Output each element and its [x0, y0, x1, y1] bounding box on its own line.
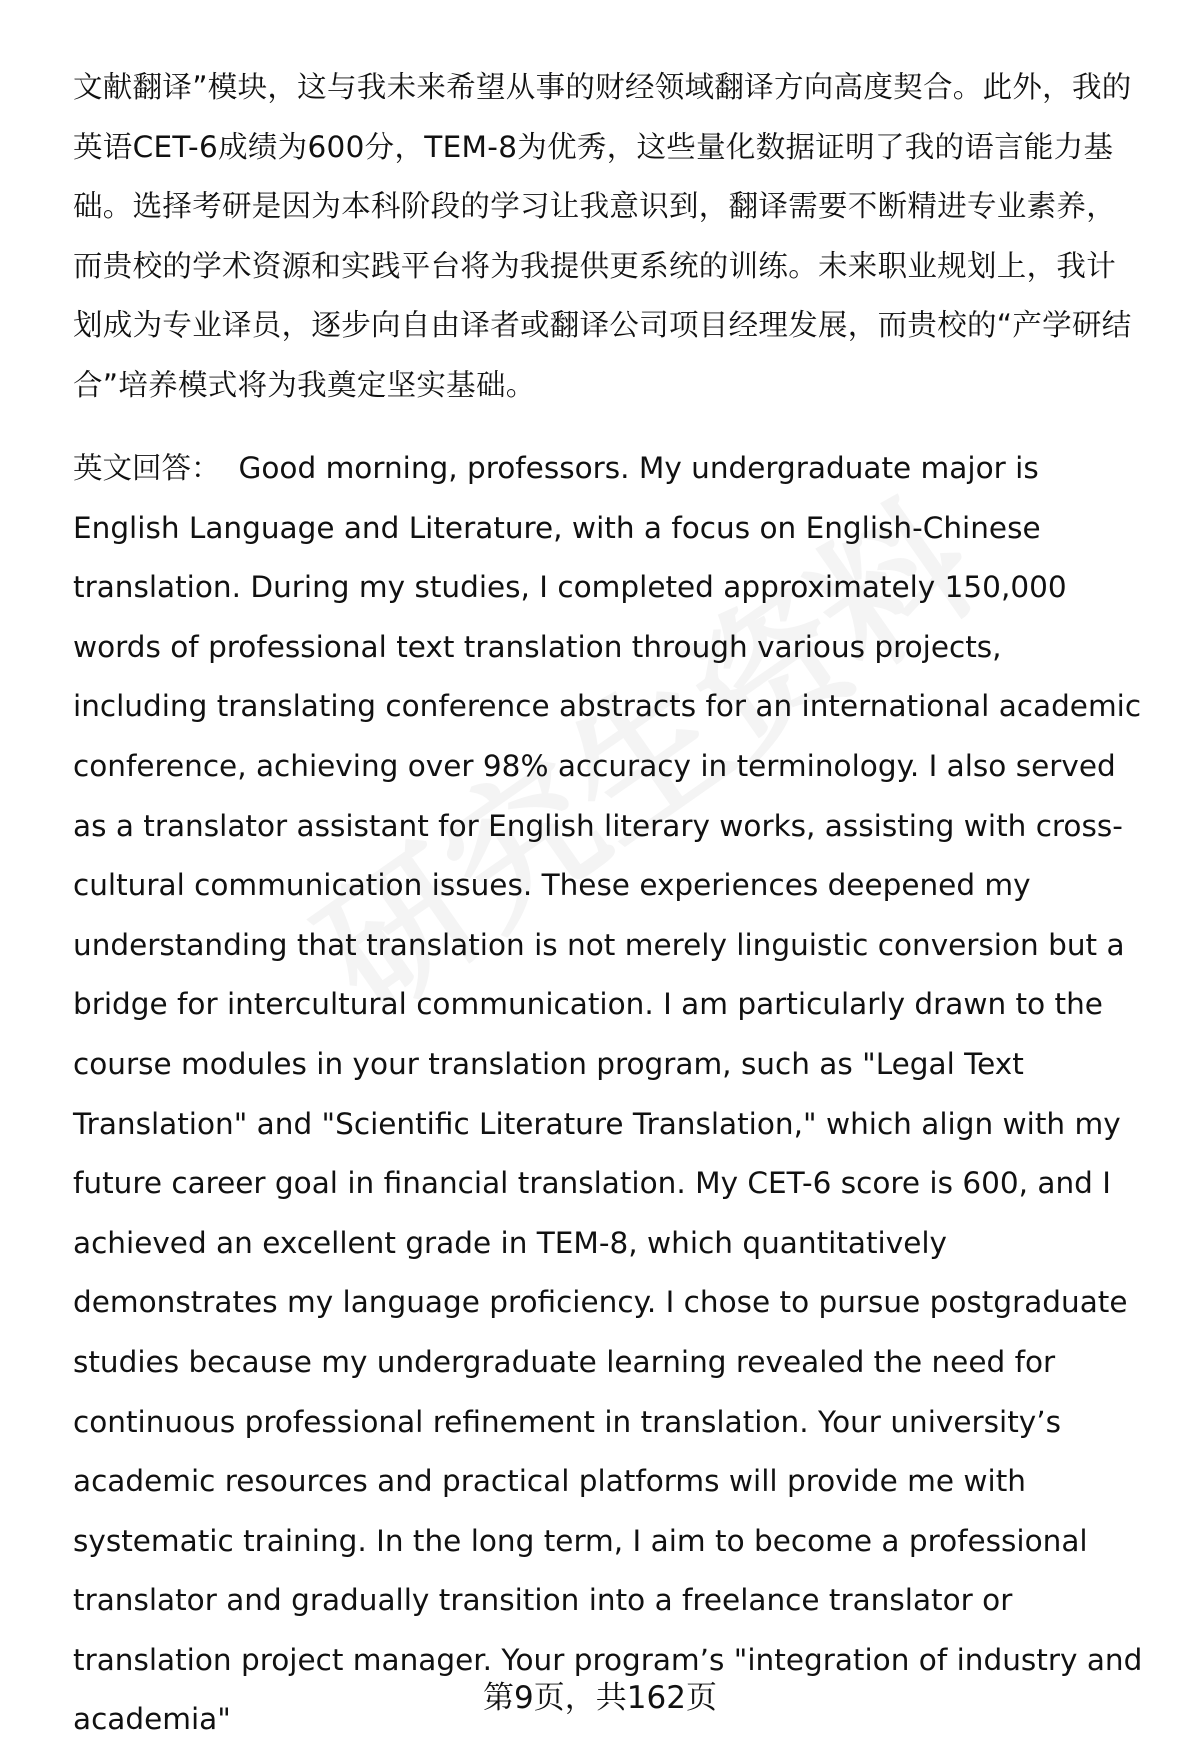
page-indicator: 第9页，共162页	[483, 1680, 717, 1716]
english-answer-label: 英文回答：	[73, 451, 221, 485]
document-body	[73, 58, 1143, 1750]
english-answer-paragraph	[73, 439, 1143, 1750]
chinese-paragraph: 文献翻译”模块，这与我未来希望从事的财经领域翻译方向高度契合。此外，我的英语CET-6成绩为600分，TEM-8为优秀，这些量化数据证明了我的语言能力基础。选择考研是因为本科阶段的学习让我意识到，翻译需要不断精进专业素养，而贵校的学术资源和实践平台将为我提供更系统的训练。未来职业规划上，我计划成为专业译员，逐步向自由译者或翻译公司项目经理发展，而贵校的“产学研结合”培养模式将为我奠定坚实基础。	[73, 70, 1132, 402]
english-answer-text: Good morning, professors. My undergraduate major is English Language and Literature, with a focus on English-Chinese translation. During my studies, I completed approximately 150,000 words of professional text translation through various projects, including translating conference abstracts for an international academic conference, achieving over 98% accuracy in terminology. I also served as a translator assistant for English literary works, assisting with cross-cultural communication issues. These experiences deepened my understanding that translation is not merely linguistic conversion but a bridge for intercultural communication. I am particularly drawn to the course modules in your translation program, such as "Legal Text Translation" and "Scientific Literature Translation," which align with my future career goal in financial translation. My CET-6 score is 600, and I achieved an excellent grade in TEM-8, which quantitatively demonstrates my language proficiency. I chose to pursue postgraduate studies because my undergraduate learning revealed the need for continuous professional refinement in translation. Your university’s academic resources and practical platforms will provide me with systematic training. In the long term, I aim to become a professional translator and gradually transition into a freelance translator or translation project manager. Your program’s "integration of industry and academia"	[73, 451, 1143, 1737]
